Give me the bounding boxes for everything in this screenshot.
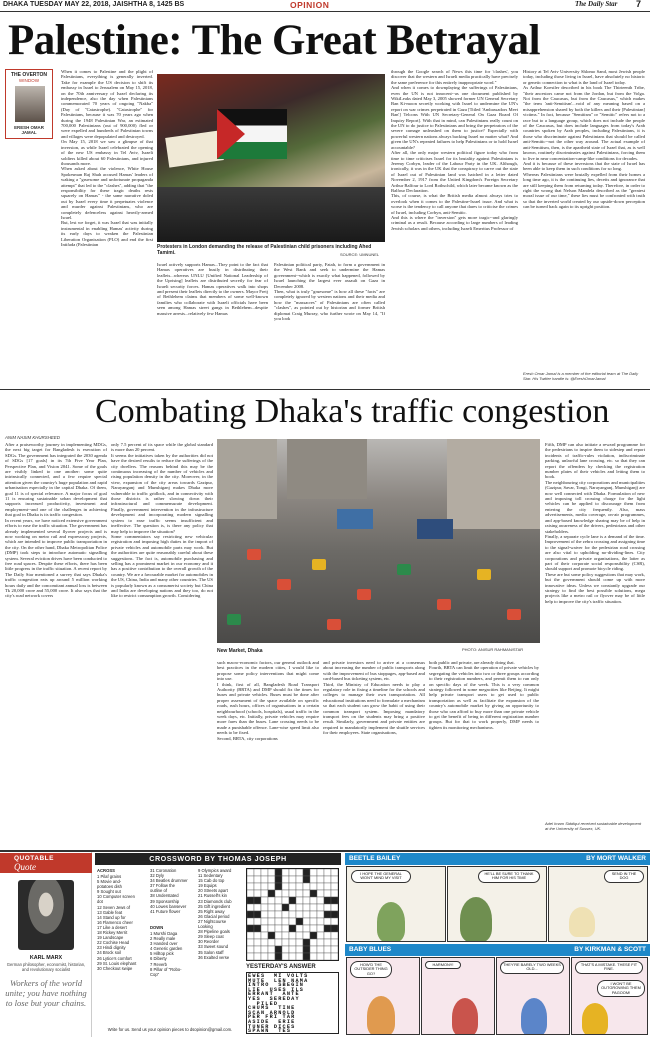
grid-cell[interactable] <box>261 925 268 932</box>
comic1-header <box>345 853 650 865</box>
comic1-bubble1: I HOPE THE GENERAL WON'T MIND MY VISIT <box>351 870 411 883</box>
grid-cell[interactable] <box>289 890 296 897</box>
grid-cell[interactable] <box>254 869 261 876</box>
grid-block <box>254 925 261 932</box>
article2-col2: only 7.5 percent of its space while the global standard is more than 20 percent. It seems the initiatives taken by the authorities did not have the desired results to reduce the sufferings of the city dwellers. The reasons behind this may be the continuous increasing of the number of vehicles and rising population density in the city. Moreover, in the view, expansion of the city areas towards Gazipur, Narayanganj and Munshiganj makes Dhaka more vulnerable to traffic gridlock, and in connectivity with those districts is rather slowing down their infrastructural and commensurate development. Finally, government intervention in the infrastructure development and incorporating modern signalling system to ease traffic seems insufficient and ineffective. The question is, is there any policy that may help to improve the situation? Some commentators say restricting new vehicular registration and imposing high duties in the import of private vehicles and automobile parts may work. But the authorities are quite reasonably careful about these suggestions. The fact is, automobile purchasing and selling has a prominent market in our economy and it has a positive contribution to the overall growth of the country. We are a favourable market for automobiles in the US, China, India and many other countries. The US is popularly known as a consumerist society but China and India are developing nations and they too, do not like to restrict consumption growth. Considering <box>111 442 213 599</box>
grid-cell[interactable] <box>317 932 324 939</box>
article2-headline: Combating Dhaka's traffic congestion <box>95 393 610 430</box>
comic2-author: BY KIRKMAN & SCOTT <box>574 946 646 953</box>
grid-cell[interactable] <box>275 897 282 904</box>
grid-block <box>303 869 310 876</box>
grid-cell[interactable] <box>254 953 261 960</box>
grid-cell[interactable] <box>261 946 268 953</box>
grid-cell[interactable] <box>247 932 254 939</box>
grid-cell[interactable] <box>317 918 324 925</box>
soldier-figure <box>377 902 405 942</box>
divider <box>0 389 650 390</box>
grid-cell[interactable] <box>303 925 310 932</box>
grid-cell[interactable] <box>296 932 303 939</box>
grid-cell[interactable] <box>317 904 324 911</box>
grid-cell[interactable] <box>289 953 296 960</box>
bus <box>417 519 453 539</box>
grid-cell[interactable] <box>317 883 324 890</box>
grid-cell[interactable] <box>254 883 261 890</box>
dad-figure <box>521 998 547 1035</box>
grid-cell[interactable] <box>254 876 261 883</box>
grid-cell[interactable] <box>247 883 254 890</box>
rickshaw <box>277 579 291 590</box>
quote-text: Workers of the world unite; you have nothing to lose but your chains. <box>5 978 87 1008</box>
grid-cell[interactable] <box>331 904 338 911</box>
grid-cell[interactable] <box>289 918 296 925</box>
grid-cell[interactable] <box>282 883 289 890</box>
article2-col4: and private investors need to arrive at a consensus about increasing the number of public transports along with the improvement of bus stoppages, app-based and card-based bus ticketing system, etc. Third, the Ministry of Education needs to play a regulatory role in fixing a timeline for the schools and colleges to manage their own transportation. All educational institutions need to formulate a mechanism so that each student can grow the habit of using their common transport system. Imposing mandatory transport fees on the students may bring a positive result. Similarly, government and private entities are required to mandatorily implement the shuttle services for their employees. State organisations, <box>323 660 425 736</box>
rickshaw <box>477 569 491 580</box>
grid-cell[interactable] <box>261 883 268 890</box>
grid-cell[interactable] <box>268 946 275 953</box>
grid-cell[interactable] <box>331 946 338 953</box>
grid-cell[interactable] <box>296 939 303 946</box>
article2-byline: ANIM NASIM KHURSHEED <box>5 435 60 440</box>
grid-cell[interactable] <box>268 897 275 904</box>
crossword-grid[interactable] <box>246 868 339 961</box>
grid-cell[interactable] <box>275 911 282 918</box>
column-sub: WINDOW <box>18 78 40 83</box>
down-clues-2: 9 Olympics award 11 Sedentary 15 Cab do top 19 Equips 20 Streets apart 21 Russell's kin 23 Diamonds club 25 Gift ingredient 25 Right away 26 Glacial period 27 Nightcourse Looking 28 Pipeline goals 29 Sleep coat 30 Reorder 33 Sweet sound 35 Salon staff 36 Exalted verse <box>198 868 232 960</box>
grid-cell[interactable] <box>247 890 254 897</box>
grid-cell[interactable] <box>261 869 268 876</box>
grid-block <box>331 925 338 932</box>
comic2-bubble4: THAT'S A MISTAKE. THESE FIT FINE. <box>575 961 643 974</box>
dog-figure <box>569 907 595 937</box>
grid-cell[interactable] <box>296 911 303 918</box>
rickshaw <box>327 619 341 630</box>
grid-cell[interactable] <box>310 869 317 876</box>
grid-cell[interactable] <box>317 911 324 918</box>
photo1-caption: Protesters in London demanding the release of Palestinian child prisoners including Ahed Tamimi. <box>157 244 372 256</box>
photo1-source: SOURCE: UMNUNEL <box>340 252 380 257</box>
grid-cell[interactable] <box>254 918 261 925</box>
comic2-panel2 <box>421 957 495 1035</box>
grid-cell[interactable] <box>331 883 338 890</box>
comic2-panel3 <box>496 957 570 1035</box>
grid-cell[interactable] <box>282 876 289 883</box>
comic2-panel1 <box>346 957 420 1035</box>
comic1-bubble2: HE'LL BE SURE TO THANK HIM FOR HIS TIME <box>478 870 540 883</box>
answer-grid <box>246 972 339 1034</box>
article1-bio: Eresh Omar Jamal is a member of the editorial team at The Daily Star. His Twitter handle is: @EreshOmarJamal <box>523 371 639 381</box>
kid-figure <box>452 998 478 1035</box>
grid-cell[interactable] <box>303 883 310 890</box>
grid-block <box>303 876 310 883</box>
protest-sign <box>165 130 224 167</box>
answer-label: YESTERDAY'S ANSWER <box>246 964 316 970</box>
down-label: DOWN <box>150 925 164 930</box>
article1-headline: Palestine: The Great Betrayal <box>8 17 541 64</box>
building <box>447 439 540 529</box>
grid-cell[interactable] <box>317 897 324 904</box>
grid-cell[interactable] <box>282 932 289 939</box>
grid-cell[interactable] <box>247 918 254 925</box>
grid-cell[interactable] <box>261 890 268 897</box>
grid-block <box>310 932 317 939</box>
article1-col2b: Israel actively supports Hamas...They point to the fact that Hamas operatives are busily in distributing their leaflets...whereas UNLU [Unified National Leadership of the Uprising] leaflets are distributed secretly for fear of Israeli security forces. Hamas operatives walk into shops and present their leaflets directly to the owners. Mayor Freij of Bethlehem claims that members of some well-known families who collaborate with Israeli officials have been seen among Hamas street gangs in Bethlehem...despite massive arrests...relatively few Hamas <box>157 262 268 316</box>
grid-cell[interactable] <box>289 904 296 911</box>
comic2-title: BABY BLUES <box>349 946 392 953</box>
grid-cell[interactable] <box>310 925 317 932</box>
grid-cell[interactable] <box>296 904 303 911</box>
grid-cell[interactable] <box>261 897 268 904</box>
grid-cell[interactable] <box>324 939 331 946</box>
grid-cell[interactable] <box>268 883 275 890</box>
grid-cell[interactable] <box>254 932 261 939</box>
crossword-title: CROSSWORD BY THOMAS JOSEPH <box>95 853 341 865</box>
comic1-panel2 <box>447 866 547 942</box>
grid-block <box>268 932 275 939</box>
grid-cell[interactable] <box>303 904 310 911</box>
grid-block <box>303 939 310 946</box>
across-clues: 1 Pilaf grains 5 Movie and- potatoes dish 9 Sought out 10 Computer screen dot 12 Seven Jews of 13 Gable feat 14 Stand up for 16 Flamenco cheer 17 Like a desert 18 Rickey Merrit 19 Landscape 22 Cochise Head 23 Hindi dignity 24 Brock soil 26 Lytice's comfort 29 St. Louis elephant 30 Checkout swipe <box>97 874 137 971</box>
quote-header <box>0 853 92 873</box>
grid-cell[interactable] <box>275 904 282 911</box>
flag-triangle <box>217 109 245 159</box>
comic2-panel4 <box>571 957 648 1035</box>
across-clues-2: 31 Coronation 32 Dyly 34 Beatles drummer 37 Follow the outline of 38 Understated 39 Sponsorship 40 Lowes bansever 41 Future flower <box>150 868 188 914</box>
grid-cell[interactable] <box>261 911 268 918</box>
grid-cell[interactable] <box>296 883 303 890</box>
grid-cell[interactable] <box>282 869 289 876</box>
grid-block <box>324 925 331 932</box>
quote-author: KARL MARX <box>29 955 63 961</box>
grid-cell[interactable] <box>310 918 317 925</box>
article1-col1: When it comes to Palestine and the plight of Palestinians, everything is generally inverted. Take for example the US decision to shift its embassy in Israel to Jerusalem on May 15, 2018, on the 70th anniversary of Israel declaring its independence, also the day when Palestinians commemorated 70 years of ongoing "Nakba" (Day of "Catastrophe). "Catastrophe" for Palestinians, because it was 70 years ago when during the 1948 Palestinian War, an estimated 700,000 Palestinians (out of 900,000) fled or were expelled and hundreds of Palestinian towns and villages were depopulated and destroyed. On May 15, 2018 we saw a glimpse of that inversion, as while Israel celebrated the opening of the new US embassy in Tel Aviv, Israeli soldiers killed about 60 Palestinians, and injured thousands more. When asked about the violence, White House Spokesman Raj Shah accused Hamas' leaders of waking a "gruesome and unfortunate propaganda attempt" that led to the "clashes", adding that "the responsibility for these tragic deaths rests squarely on Hamas" - the same narrative doled out by Israel every time it perpetuates violence and murder against Palestinians, who are completely defenceless against heavily-armed Israel. But, lest we forget, it was Israel that was initially instrumental in enabling Hamas' activity during its early days to weaken the Palestinian Liberation Organisation (PLO) and end the first Intifada (Palestinian <box>61 69 153 247</box>
grid-cell[interactable] <box>296 876 303 883</box>
grid-cell[interactable] <box>282 946 289 953</box>
grid-block <box>275 883 282 890</box>
grid-cell[interactable] <box>310 876 317 883</box>
grid-cell[interactable] <box>275 932 282 939</box>
comic1-title: BEETLE BAILEY <box>349 855 401 862</box>
comic1-panel3 <box>548 866 648 942</box>
grid-cell[interactable] <box>310 883 317 890</box>
across-label: ACROSS <box>97 868 115 873</box>
comic2-header <box>345 944 650 956</box>
grid-cell[interactable] <box>282 890 289 897</box>
grid-cell[interactable] <box>324 946 331 953</box>
article1-col3b: Palestinian political party, Fatah, to form a government in the West Bank and seek to undermine the Hamas government--which is exactly what happened, followed by Israel launching the largest ever assault on Gaza in December 2008. Then, what is truly "gruesome" is how all these "facts" are completely ignored by western nations and their media and how the "massacres" of Palestinians are often called "clashes", as pointed out by historian and former British diplomat Craig Murray, who further wrote on May 14, "If you look <box>274 262 385 322</box>
grid-cell[interactable] <box>247 869 254 876</box>
rickshaw <box>357 589 371 600</box>
grid-cell[interactable] <box>254 946 261 953</box>
grid-cell[interactable] <box>289 876 296 883</box>
grid-cell[interactable] <box>324 876 331 883</box>
grid-block <box>275 876 282 883</box>
grid-cell[interactable] <box>282 911 289 918</box>
grid-block <box>331 911 338 918</box>
grid-block <box>247 897 254 904</box>
grid-cell[interactable] <box>247 904 254 911</box>
comic1-bubble3: SEND IN THE DOG <box>604 870 644 883</box>
grid-cell[interactable] <box>275 925 282 932</box>
grid-cell[interactable] <box>282 953 289 960</box>
grid-cell[interactable] <box>324 904 331 911</box>
article2-bio: Adel Imam Siddiqui received sustainable development at the University of Sussex, UK. <box>545 821 642 831</box>
grid-cell[interactable] <box>331 953 338 960</box>
grid-cell[interactable] <box>268 953 275 960</box>
grid-cell[interactable] <box>247 953 254 960</box>
article2-col3: such macro-economic factors, our general outlook and best practices in the modern cities, I would like to propose some policy interventions that might come into use. I think, first of all, Bangladesh Road Transport Authority (BRTA) and DMP should fix the times for buses and private vehicles. Buses must be done after proper assessment of the space available on specific roads, rush hours, offices of organisations in a certain neighbourhood (schools, hospitals), usual traffic in the week days, etc. Initially, private vehicles may require more fares than the buses. Lane crossing needs to be made a punishable offence. Lane-wise speed limit also needs to be fixed. Second, BRTA, city corporations <box>217 660 319 741</box>
grid-cell[interactable] <box>296 953 303 960</box>
grid-block <box>282 904 289 911</box>
grid-cell[interactable] <box>317 869 324 876</box>
grid-cell[interactable] <box>317 925 324 932</box>
grid-cell[interactable] <box>331 918 338 925</box>
bus <box>337 509 373 529</box>
grid-cell[interactable] <box>247 946 254 953</box>
grid-block <box>303 953 310 960</box>
grid-cell[interactable] <box>303 897 310 904</box>
rickshaw <box>437 599 451 610</box>
grid-cell[interactable] <box>247 939 254 946</box>
grid-cell[interactable] <box>317 939 324 946</box>
grid-cell[interactable] <box>289 946 296 953</box>
grid-block <box>289 897 296 904</box>
author-name: ERESH OMAR JAMAL <box>14 125 44 135</box>
quote-header-big: Quote <box>14 862 36 872</box>
grid-cell[interactable] <box>303 932 310 939</box>
grid-cell[interactable] <box>303 918 310 925</box>
grid-block <box>310 890 317 897</box>
grid-cell[interactable] <box>275 890 282 897</box>
grid-cell[interactable] <box>268 925 275 932</box>
grid-cell[interactable] <box>289 939 296 946</box>
grid-block <box>268 890 275 897</box>
grid-cell[interactable] <box>310 946 317 953</box>
grid-cell[interactable] <box>261 904 268 911</box>
article2-col6: Fifth, DMP can also initiate a reward programme for the pedestrians to inspire them to sidestep and report incidents of traffic-rules violation, indiscriminate parking, unlawful lane crossing, etc. so that they can report the offenders by checking the registration number plates of their vehicles and letting them to book. The neighbouring city corporations and municipalities (Gazipur, Savar, Tongi, Narayanganj, Munshiganj) are now well connected with Dhaka. Formulation of new and imposing toll crossing charge for the light vehicles can be applied to discourage them from entering the city frequently. Also, mass advertisements, media coverage, on-air programmes, and app-based knowledge sharing may be of help in raising awareness of the drivers, pedestrians and other stakeholders. Finally, a separate cycle lane is a demand of the time. Improvement of the zebra crossing and assigning time to the signal-waiver for the pedestrian road crossing are also vital to upholding no-dividing-lines. City corporations and private organisations, the latter as part of their corporate social responsibility (CSR), should support and promote bicycle riding. These are but some policy suggestions that may work, but the government should come up with more innovative ideas. Unless we constantly upgrade our strategy to find the best possible solutions, mega projects like a metro rail or flyover may be of little help to improve the city's traffic situation. <box>545 442 645 604</box>
spacer4 <box>157 69 268 73</box>
grid-block <box>247 911 254 918</box>
grid-cell[interactable] <box>261 932 268 939</box>
photo2-caption: New Market, Dhaka <box>217 648 263 654</box>
grid-cell[interactable] <box>331 876 338 883</box>
grid-cell[interactable] <box>282 925 289 932</box>
grid-cell[interactable] <box>282 897 289 904</box>
mom-figure <box>367 996 395 1035</box>
grid-cell[interactable] <box>324 953 331 960</box>
grid-cell[interactable] <box>275 939 282 946</box>
grid-cell[interactable] <box>254 890 261 897</box>
grid-block <box>324 897 331 904</box>
grid-cell[interactable] <box>268 869 275 876</box>
building <box>217 439 277 519</box>
rickshaw <box>507 609 521 620</box>
grid-cell[interactable] <box>268 904 275 911</box>
traffic-photo <box>217 439 540 643</box>
grid-cell[interactable] <box>289 869 296 876</box>
grid-cell[interactable] <box>268 876 275 883</box>
article2-col5: both public and private, are already doing that. Fourth, BRTA can limit the operation of private vehicles by segregating the vehicles into two or three groups according to their registration numbers, and permit them to run only on specific days of the week. This is a very common strategy followed in some megacities like Beijing. It might help private transport users to get used to public transportation as well as facilitate the expansion of the country's automobile market by giving an opportunity to those who can afford to buy more than one private vehicle to get the benefit of being in different registration number groups. But for that to work properly, DMP needs to tighten its monitoring mechanisms. <box>429 660 539 730</box>
quote-header-small: QUOTABLE <box>14 855 54 862</box>
photo2-source: PHOTO: ANISUR RAHMAN/STAR <box>462 647 524 652</box>
grid-cell[interactable] <box>310 939 317 946</box>
grid-cell[interactable] <box>261 939 268 946</box>
band-divider <box>0 850 650 852</box>
grid-cell[interactable] <box>268 918 275 925</box>
grid-cell[interactable] <box>324 890 331 897</box>
grid-cell[interactable] <box>331 890 338 897</box>
grid-cell[interactable] <box>247 876 254 883</box>
grid-cell[interactable] <box>331 932 338 939</box>
grid-cell[interactable] <box>310 953 317 960</box>
grid-cell[interactable] <box>289 911 296 918</box>
grid-block <box>331 897 338 904</box>
baby-figure <box>582 1003 608 1035</box>
grid-cell[interactable] <box>310 904 317 911</box>
grid-cell[interactable] <box>289 883 296 890</box>
grid-cell[interactable] <box>303 911 310 918</box>
comic2-bubble1: HOW'D THE OUTSIDER THING GO? <box>350 961 392 978</box>
grid-cell[interactable] <box>331 869 338 876</box>
crossword-grid-svg <box>247 869 338 960</box>
grid-block <box>275 869 282 876</box>
grid-cell[interactable] <box>317 890 324 897</box>
paper-logo: The Daily Star <box>575 0 618 8</box>
grid-cell[interactable] <box>296 897 303 904</box>
comic1-author: BY MORT WALKER <box>586 855 646 862</box>
section-label: OPINION <box>290 0 330 10</box>
rickshaw <box>312 559 326 570</box>
grid-cell[interactable] <box>310 897 317 904</box>
grid-cell[interactable] <box>324 883 331 890</box>
grid-cell[interactable] <box>268 939 275 946</box>
article2-col1: After a praiseworthy journey in implementing MDGs, the next big target for Bangladesh is execution of SDGs. The government has integrated the 2030 agenda of SDGs [17 goals] in its 7th Five Year Plan, Perspective Plan, and Vision 2041. Some of the goals are visibly linked to one another: some quite intrinsically connected, and a few require special attention given the country's huge population and rapid urbanisation especially in the capital Dhaka. Of them, goal 11 is of special relevance. A major focus of goal 11 is ensuring sustainable urban development that supports increased productivity, investment and employment--and one of the challenges in achieving that goal in Dhaka is its traffic congestion. In recent years, we have noticed extensive government efforts to ease the traffic situation. The government has already implemented several flyover projects and is now working on metro rail and expressway projects, which are intended to improve public transportation in the city. On the other hand, Dhaka Metropolitan Police (DMP) took steps to introduce automatic signalling system. Several eviction drives have been conducted to free road spaces. Despite these efforts, there has been little progress in the traffic situation. A recent report by The Daily Star mentioned a survey that says Dhaka's traffic congestion eats up around 5 million working hours daily and the concomitant annual loss is between Tk 20,000 crore and 55,000 crore. It also says that the city's road network covers <box>5 442 107 599</box>
grid-cell[interactable] <box>324 932 331 939</box>
comic2-bubble5: I WON'T BE OUTGROWING THEM PAGOOM! <box>597 980 645 997</box>
grid-cell[interactable] <box>317 953 324 960</box>
answer-rows: EWES MI VOLTS MUTE LEN NAMA INTRO SBEGIN LIE USES ILS ERRANT ANTE YES SEREDAY PILED CHUMS TINE SCAN ARNOLD PER FRI TAR ASIDE ERIE TUNER DICES SPAWN TES <box>248 973 309 1035</box>
rickshaw <box>227 614 241 625</box>
column-name: THE OVERTON <box>10 72 48 78</box>
grid-cell[interactable] <box>268 911 275 918</box>
grid-cell[interactable] <box>317 946 324 953</box>
page-number: 7 <box>636 0 642 9</box>
rickshaw <box>397 564 411 575</box>
grid-cell[interactable] <box>324 918 331 925</box>
comic2-bubble3: THEY'RE BARELY TWO WEEKS OLD... <box>500 961 564 974</box>
grid-cell[interactable] <box>317 876 324 883</box>
grid-cell[interactable] <box>254 904 261 911</box>
grid-block <box>324 911 331 918</box>
protest-photo <box>157 74 385 242</box>
grid-block <box>303 946 310 953</box>
crossword-footer: Write for us. Send us your opinion pieces to dsopinion@gmail.com. <box>107 1027 233 1032</box>
grid-cell[interactable] <box>275 918 282 925</box>
grid-cell[interactable] <box>282 918 289 925</box>
grid-cell[interactable] <box>310 911 317 918</box>
grid-cell[interactable] <box>261 953 268 960</box>
grid-block <box>247 925 254 932</box>
article1-col4: through the Google search of News this time for 'clashes', you discover that the western and Israeli media practically have precisely the same preference for this entirely inappropriate word." And when it comes to downplaying the sufferings of Palestinians, even the UN is not innocent--as one document published by WikiLeaks dated May 3, 2005 showed former UN General Secretary Ban Ki-moon secretly working with Israel to undermine the UN's report on war crimes perpetrated in Gaza [Titled 'Ambassadors Meet Ban'] Telcons With UN Secretary-General On Gaza Board Of Inquiry Report]. With that in mind, can Palestinians really count on the UN to do justice to Palestinians and bring the perpetrators of the severe carnage unleashed on them to justice? Especially with powerful western nations always backing Israel no matter what? And given the UN's repeated failures to help Palestinians or to hold Israel accountable? After all, the only major western political figure today who from time to time criticises Israel for its brutality against Palestinians is Jeremy Corbyn, leader of the Labour Party in the UK. Although, ironically, it was in the UK that the conspiracy to carve out the state of Israel out of Palestinian land was hatched in a letter dated November 2, 1917 from the United Kingdom's Foreign Secretary Arthur Balfour to Lord Rothschild, which later became known as the Balfour Declaration. This, of course, is what the British media almost always tries to overlook when it comes to the Palestine-Israel issue. And what is worse is the tendency to call anyone that dares to criticise the crimes of Israel, including Corbyn, anti-Semitic. And this is where the "inversion" gets more tragic--and glaringly criminal as a result. Because according to large numbers of leading Jewish scholars and others, including Israeli Emeritus Professor of <box>391 69 518 231</box>
building <box>287 439 367 499</box>
grid-cell[interactable] <box>303 890 310 897</box>
grid-cell[interactable] <box>296 890 303 897</box>
grid-cell[interactable] <box>296 869 303 876</box>
grid-block <box>296 918 303 925</box>
grid-block <box>289 925 296 932</box>
comic1-panel1 <box>346 866 446 942</box>
marx-portrait <box>18 880 74 950</box>
article1-col5: History at Tel Aviv University Shlomo Sand, most Jewish people today, including those living in Israel, have absolutely no historic or genetic connection to what is the land of Israel today. As Arthur Koestler described in his book The Thirteenth Tribe, "their ancestors came not from the Jordan, but from the Volga. Not from the Caucasus, but from the Caucasus," which makes "the term 'anti-Semitism'...void of any meaning based on a misapprehension shared by both the killers and their [Palestinian] victims." In fact, because "Semitism" or "Semitic" refers not to a race but to a language group, which does not include the people of the Caucasus, but does include languages from today's Arab countries spoken by Arab peoples, including Palestinians, it is those who discriminate against Palestinians that should be called anti-Semitic--not the other way around. The actual example of anti-Semitism, then, is the apartheid state of Israel that, as is well known, routinely discriminates against Palestinians, forcing them to live in near concentration-camp-like conditions for decades. And it is because of these inversions that the state of Israel has been able to keep them in such conditions for so long. Whereas Palestinians were brutally expelled from their homes a long time ago, it is the continuing lies, deceits and ignorance that are still keeping them from returning today. Therefore, in order to right the wrong that Nelson Mandela described as the "greatest moral issue of our time," these lies must be confronted with truth so that the inverted world created by our upside-down perception can be turned back again to its upright position. <box>523 69 645 210</box>
grid-block <box>254 911 261 918</box>
comic2-bubble2: HARMONY! <box>425 961 461 969</box>
crowd <box>157 187 385 242</box>
grid-cell[interactable] <box>331 939 338 946</box>
rickshaw <box>247 549 261 560</box>
grid-cell[interactable] <box>282 939 289 946</box>
down-clues: 1 Murshi Daga 2 Really male 3 Handed over 4 Generic garden 5 Hilltop pick 6 Diberty 7 Reverb 8 Pillar of "Robo- Cop" <box>150 931 183 977</box>
grid-cell[interactable] <box>261 918 268 925</box>
grid-cell[interactable] <box>296 946 303 953</box>
grid-cell[interactable] <box>324 869 331 876</box>
grid-cell[interactable] <box>254 939 261 946</box>
grid-cell[interactable] <box>296 925 303 932</box>
grid-block <box>275 946 282 953</box>
grid-cell[interactable] <box>289 932 296 939</box>
spacer3 <box>157 22 158 23</box>
grid-block <box>275 953 282 960</box>
grid-cell[interactable] <box>261 876 268 883</box>
grid-block <box>254 897 261 904</box>
issue-date: DHAKA TUESDAY MAY 22, 2018, JAISHTHA 8, 1425 BS <box>3 1 185 8</box>
general-figure <box>460 897 492 942</box>
quote-author-desc: German philosopher, economist, historian, and revolutionary socialist <box>6 962 86 972</box>
